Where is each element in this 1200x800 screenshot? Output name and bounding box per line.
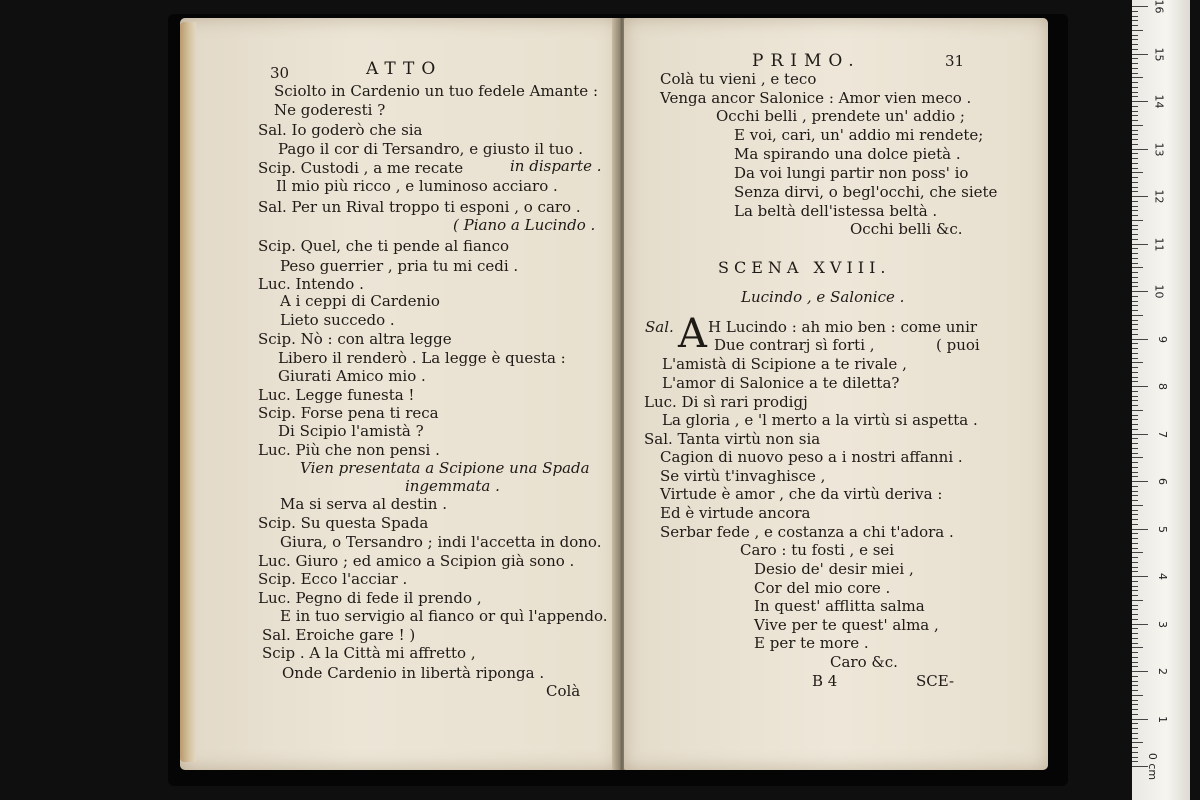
text-line: E in tuo servigio al fianco or quì l'appendo. [280,607,608,625]
ruler-tick [1132,296,1138,297]
ruler-tick [1132,410,1143,411]
ruler-tick [1132,700,1138,701]
ruler-tick [1132,201,1138,202]
text-line: Onde Cardenio in libertà riponga . [282,664,545,682]
ruler-tick [1132,519,1138,520]
ruler-tick [1132,657,1138,658]
text-line: Colà tu vieni , e teco [660,70,817,88]
ruler-tick [1132,723,1138,724]
ruler-tick [1132,500,1138,501]
ruler-tick [1132,605,1138,606]
ruler-tick [1132,391,1138,392]
ruler-tick [1132,106,1138,107]
ruler-tick [1132,510,1138,511]
ruler-tick [1132,158,1138,159]
ruler-tick [1132,49,1138,50]
ruler-tick [1132,87,1138,88]
text-line: Luc. Legge funesta ! [258,386,415,404]
text-line: Scip. Nò : con altra legge [258,330,452,348]
ruler-tick [1132,115,1138,116]
ruler-tick [1132,139,1138,140]
ruler-tick [1132,457,1143,458]
ruler-tick [1132,400,1138,401]
ruler-tick [1132,172,1143,173]
ruler-tick [1132,234,1138,235]
page-number-right: 31 [945,52,965,70]
ruler-tick [1132,614,1138,615]
text-line: Giurati Amico mio . [278,367,426,385]
text-line: L'amor di Salonice a te diletta? [662,374,900,392]
ruler-tick [1132,514,1138,515]
ruler-tick [1132,315,1143,316]
ruler-tick [1132,557,1138,558]
ruler-tick [1132,462,1138,463]
ruler-tick [1132,742,1143,743]
ruler-tick [1132,495,1138,496]
text-line: Ed è virtude ancora [660,504,811,522]
text-line: Di Scipio l'amistà ? [278,422,424,440]
ruler-tick [1132,567,1138,568]
ruler-tick [1132,20,1138,21]
text-line: Libero il renderò . La legge è questa : [278,349,566,367]
text-line: Pago il cor di Tersandro, e giusto il tuo . [278,140,584,158]
ruler-tick [1132,120,1138,121]
ruler-tick [1132,54,1148,55]
scene-characters: Lucindo , e Salonice . [741,288,905,306]
ruler-tick [1132,334,1138,335]
text-line: Se virtù t'invaghisce , [660,467,826,485]
text-line: E per te more . [754,634,869,652]
ruler-tick [1132,163,1138,164]
text-line: Virtude è amor , che da virtù deriva : [660,485,943,503]
text-line: Luc. Giuro ; ed amico a Scipion già sono . [258,552,575,570]
measuring-ruler [1132,0,1190,800]
ruler-tick [1132,149,1148,150]
ruler-tick [1132,225,1138,226]
ruler-tick [1132,187,1138,188]
text-line: Luc. Pegno di fede il prendo , [258,589,482,607]
ruler-tick [1132,282,1138,283]
ruler-tick [1132,728,1138,729]
ruler-tick [1132,419,1138,420]
ruler-tick [1132,272,1138,273]
ruler-tick [1132,681,1138,682]
ruler-tick [1132,96,1138,97]
text-line: Cor del mio core . [754,579,891,597]
ruler-tick [1132,6,1148,7]
ruler-number: 1 [1156,715,1169,723]
ruler-tick [1132,438,1138,439]
text-line: Due contrarj sì forti , [714,336,875,354]
ruler-tick [1132,367,1138,368]
text-line: Ma si serva al destin . [280,495,447,513]
text-line: ( puoi [936,336,980,354]
ruler-tick [1132,434,1148,435]
ruler-tick [1132,491,1138,492]
ruler-tick [1132,643,1138,644]
ruler-tick [1132,662,1138,663]
left-page-edge [180,22,196,762]
ruler-tick [1132,685,1138,686]
ruler-tick [1132,476,1138,477]
ruler-tick [1132,25,1138,26]
text-line: L'amistà di Scipione a te rivale , [662,355,907,373]
ruler-number: 2 [1156,668,1169,675]
ruler-tick [1132,35,1138,36]
ruler-number: 12 [1152,189,1166,204]
ruler-tick [1132,77,1143,78]
ruler-tick [1132,586,1138,587]
ruler-tick [1132,609,1138,610]
stage-direction: ( Piano a Lucindo . [453,216,596,234]
stage-direction: ingemmata . [405,477,500,495]
ruler-tick [1132,348,1138,349]
ruler-tick [1132,543,1138,544]
ruler-tick [1132,377,1138,378]
ruler-tick [1132,472,1138,473]
ruler-tick [1132,524,1138,525]
text-line: Desio de' desir miei , [754,560,914,578]
ruler-tick [1132,538,1138,539]
text-line: Peso guerrier , pria tu mi cedi . [280,257,519,275]
ruler-tick [1132,552,1143,553]
ruler-number: 7 [1156,430,1169,438]
ruler-tick [1132,704,1138,705]
ruler-tick [1132,258,1138,259]
ruler-tick [1132,415,1138,416]
ruler-tick [1132,63,1138,64]
catchword-left: Colà [546,682,581,700]
text-line: Ma spirando una dolce pietà . [734,145,961,163]
ruler-tick [1132,600,1143,601]
ruler-tick [1132,16,1138,17]
ruler-tick [1132,329,1138,330]
ruler-tick [1132,144,1138,145]
text-line: Da voi lungi partir non poss' io [734,164,969,182]
ruler-tick [1132,624,1148,625]
ruler-tick [1132,58,1138,59]
ruler-tick [1132,134,1138,135]
text-line: Sal. Eroiche gare ! ) [262,626,416,644]
ruler-tick [1132,324,1138,325]
ruler-tick [1132,263,1138,264]
ruler-tick [1132,429,1138,430]
signature-mark: B 4 [812,672,838,690]
ruler-tick [1132,244,1148,245]
ruler-tick [1132,11,1138,12]
ruler-tick [1132,638,1138,639]
ruler-tick [1132,581,1138,582]
ruler-tick [1132,168,1138,169]
text-line: Luc. Di sì rari prodigj [644,393,808,411]
ruler-tick [1132,448,1138,449]
text-line: Scip. Su questa Spada [258,514,429,532]
ruler-tick [1132,571,1138,572]
ruler-tick [1132,177,1138,178]
ruler-tick [1132,267,1143,268]
ruler-tick [1132,671,1148,672]
text-line: Ne goderesti ? [274,101,386,119]
text-line: H Lucindo : ah mio ben : come unir [708,318,978,336]
ruler-tick [1132,358,1138,359]
ruler-tick [1132,424,1138,425]
ruler-tick [1132,196,1148,197]
text-line: Occhi belli &c. [850,220,963,238]
ruler-tick [1132,405,1138,406]
ruler-tick [1132,453,1138,454]
ruler-tick [1132,44,1138,45]
ruler-tick [1132,747,1138,748]
running-head-right: PRIMO. [752,51,861,71]
ruler-number: 13 [1152,142,1166,156]
ruler-tick [1132,709,1138,710]
ruler-tick [1132,647,1143,648]
text-line: Venga ancor Salonice : Amor vien meco . [660,89,972,107]
ruler-tick [1132,130,1138,131]
ruler-tick [1132,695,1143,696]
ruler-number: 9 [1156,335,1169,343]
ruler-tick [1132,652,1138,653]
ruler-tick [1132,386,1148,387]
text-line: Occhi belli , prendete un' addio ; [716,107,965,125]
ruler-tick [1132,82,1138,83]
ruler-tick [1132,253,1138,254]
ruler-tick [1132,73,1138,74]
ruler-tick [1132,182,1138,183]
ruler-tick [1132,486,1138,487]
ruler-tick [1132,719,1148,720]
text-line: Scip. Quel, che ti pende al fianco [258,237,510,255]
ruler-tick [1132,381,1138,382]
text-line: Vive per te quest' alma , [754,616,939,634]
page-number-left: 30 [270,64,290,82]
text-line: Scip. Ecco l'acciar . [258,570,408,588]
ruler-tick [1132,761,1138,762]
scene-heading: SCENA XVIII. [718,258,891,277]
text-line: Luc. Più che non pensi . [258,441,440,459]
ruler-number: 10 [1152,284,1166,299]
text-line: In quest' afflitta salma [754,597,925,615]
ruler-tick [1132,733,1138,734]
ruler-tick [1132,757,1138,758]
text-line: Lieto succedo . [280,311,395,329]
ruler-tick [1132,481,1148,482]
text-line: A i ceppi di Cardenio [280,292,440,310]
ruler-tick [1132,752,1138,753]
text-line: Scip . A la Città mi affretto , [262,644,476,662]
ruler-tick [1132,310,1138,311]
stage-direction: Vien presentata a Scipione una Spada [300,459,590,477]
ruler-tick [1132,30,1143,31]
ruler-tick [1132,590,1138,591]
drop-cap: A [678,311,707,357]
ruler-tick [1132,676,1138,677]
ruler-tick [1132,533,1138,534]
ruler-tick [1132,562,1138,563]
ruler-tick [1132,339,1148,340]
ruler-tick [1132,443,1138,444]
ruler-number: 3 [1156,620,1169,628]
ruler-tick [1132,396,1138,397]
text-line: Sciolto in Cardenio un tuo fedele Amante : [274,82,598,100]
ruler-tick [1132,301,1138,302]
text-line: Scip. Custodi , a me recate [258,159,464,177]
ruler-number: 5 [1156,525,1169,533]
ruler-tick [1132,548,1138,549]
ruler-number: 6 [1156,478,1169,485]
catchword-right: SCE- [916,672,955,690]
ruler-tick [1132,291,1148,292]
ruler-number: 15 [1152,47,1166,61]
ruler-tick [1132,595,1138,596]
ruler-tick [1132,239,1138,240]
text-line: La gloria , e 'l merto a la virtù si aspetta . [662,411,978,429]
text-line: Sal. Tanta virtù non sia [644,430,821,448]
text-line: Sal. Per un Rival troppo ti esponi , o caro . [258,198,581,216]
ruler-tick [1132,619,1138,620]
ruler-tick [1132,210,1138,211]
ruler-tick [1132,633,1138,634]
ruler-tick [1132,277,1138,278]
ruler-tick [1132,690,1138,691]
ruler-number: 0 cm [1145,752,1159,781]
ruler-tick [1132,111,1138,112]
ruler-tick [1132,92,1138,93]
ruler-tick [1132,220,1143,221]
text-line: Cagion di nuovo peso a i nostri affanni . [660,448,963,466]
ruler-number: 11 [1152,237,1166,251]
ruler-tick [1132,215,1138,216]
ruler-tick [1132,206,1138,207]
ruler-tick [1132,229,1138,230]
ruler-tick [1132,576,1148,577]
ruler-number: 4 [1156,573,1169,580]
ruler-tick [1132,505,1143,506]
ruler-tick [1132,353,1138,354]
ruler-tick [1132,714,1138,715]
text-line: Il mio più ricco , e luminoso acciaro . [276,177,558,195]
ruler-tick [1132,467,1138,468]
text-line: Scip. Forse pena ti reca [258,404,439,422]
text-line: Giura, o Tersandro ; indi l'accetta in dono. [280,533,602,551]
running-head-left: ATTO [366,59,443,79]
ruler-tick [1132,125,1143,126]
text-line: Sal. Io goderò che sia [258,121,423,139]
ruler-number: 14 [1152,94,1166,109]
text-line: E voi, cari, un' addio mi rendete; [734,126,984,144]
text-line: La beltà dell'istessa beltà . [734,202,938,220]
ruler-tick [1132,343,1138,344]
ruler-tick [1132,191,1138,192]
ruler-tick [1132,39,1138,40]
ruler-tick [1132,68,1138,69]
ruler-tick [1132,153,1138,154]
text-line: Serbar fede , e costanza a chi t'adora . [660,523,954,541]
ruler-tick [1132,305,1138,306]
ruler-tick [1132,628,1138,629]
ruler-tick [1132,286,1138,287]
ruler-tick [1132,372,1138,373]
stage-direction: in disparte . [510,157,602,175]
ruler-tick [1132,529,1148,530]
text-line: Caro : tu fosti , e sei [740,541,895,559]
ruler-tick [1132,101,1148,102]
text-line: Senza dirvi, o begl'occhi, che siete [734,183,998,201]
ruler-tick [1132,320,1138,321]
ruler-tick [1132,666,1138,667]
ruler-tick [1132,738,1138,739]
text-line: Luc. Intendo . [258,275,364,293]
text-line: Caro &c. [830,653,898,671]
ruler-tick [1132,248,1138,249]
ruler-number: 16 [1152,0,1166,14]
ruler-number: 8 [1156,383,1169,390]
ruler-tick [1132,362,1143,363]
speaker-label: Sal. [645,318,674,336]
